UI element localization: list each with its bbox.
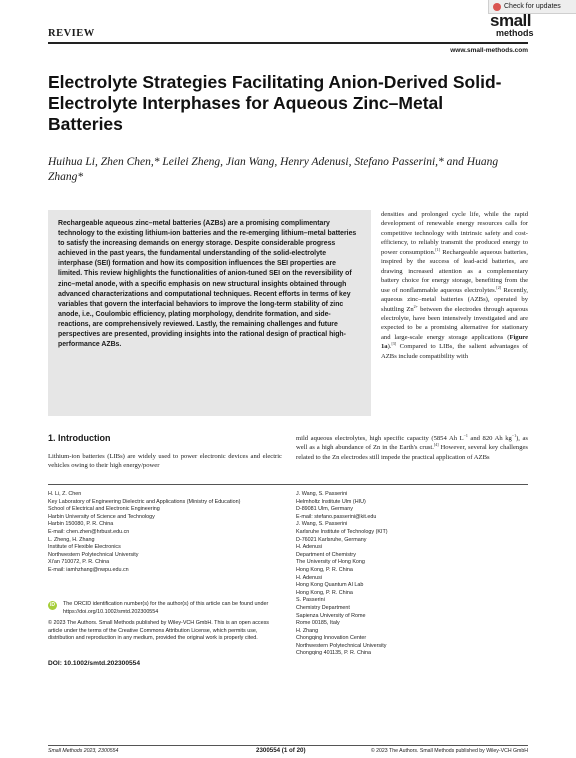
affiliation-line: Sapienza University of Rome	[296, 612, 366, 619]
affiliation-line: Institute of Flexible Electronics	[48, 544, 121, 551]
affiliation-line: H. Adenusi	[296, 544, 323, 551]
affiliation-line: Xi'an 710072, P. R. China	[48, 559, 110, 566]
body-text: between the electrodes through aqueous electrolyte, have been intensively investigated and are expected to be a promising alternative for stationary and large-scale energy storage applications (	[381, 305, 528, 341]
unit-exponent: −1	[463, 432, 468, 438]
affiliation-line: Northwestern Polytechnical University	[48, 551, 139, 558]
abstract-box	[48, 210, 371, 416]
journal-logo-small: small	[490, 11, 531, 30]
page-number: 2300554 (1 of 20)	[256, 747, 306, 754]
body-text: ), as well as a high abundance of Zn in the Earth's crust.	[296, 435, 528, 452]
intro-left-text: Lithium-ion batteries (LIBs) are widely used to power electronic devices and electric vehicles owing to their high energy/power	[48, 453, 282, 470]
affiliation-line: Karlsruhe Institute of Technology (KIT)	[296, 528, 388, 535]
body-text: and 820 Ah kg	[467, 435, 512, 442]
affiliation-line: Hong Kong Quantum AI Lab	[296, 582, 364, 589]
affiliation-line: S. Passerini	[296, 597, 325, 604]
journal-url[interactable]: www.small-methods.com	[450, 47, 528, 54]
article-title: Electrolyte Strategies Facilitating Anion-Derived Solid-Electrolyte Interphases for Aqueous Zinc–Metal Batteries	[48, 72, 502, 134]
check-updates-icon	[493, 3, 501, 11]
citation-link[interactable]: [1]	[435, 246, 441, 252]
affiliation-line: H. Adenusi	[296, 574, 323, 581]
affiliation-block	[296, 544, 528, 574]
ion-charge: 2+	[413, 303, 418, 309]
affiliation-line: D-76021 Karlsruhe, Germany	[296, 536, 367, 543]
affiliation-block	[296, 628, 528, 658]
footer-copyright: © 2023 The Authors. Small Methods published by Wiley-VCH GmbH	[370, 748, 528, 754]
citation-link[interactable]: [3]	[391, 341, 397, 347]
affiliation-line: L. Zheng, H. Zhang	[48, 536, 95, 543]
affiliation-block	[296, 521, 528, 544]
affiliation-line: Department of Chemistry	[296, 551, 356, 558]
affiliation-line: Hong Kong, P. R. China	[296, 566, 353, 573]
affiliation-line: J. Wang, S. Passerini	[296, 491, 348, 497]
figure-link[interactable]: Figure 1a	[381, 333, 528, 351]
affiliation-line: Rome 00185, Italy	[296, 620, 340, 627]
affiliation-line: Key Laboratory of Engineering Dielectric and Applications (Ministry of Education)	[48, 498, 241, 505]
affiliation-divider	[48, 484, 528, 485]
affiliation-line: Helmholtz Institute Ulm (HIU)	[296, 498, 366, 505]
license-text: © 2023 The Authors. Small Methods published by Wiley-VCH GmbH. This is an open access article under the terms of the Creative Commons Attribution License, which permits use, distribution and reproduction in any medium, provided the original work is properly cited.	[48, 620, 269, 642]
affiliation-line: H. Zhang	[296, 627, 319, 634]
body-text: densities and prolonged cycle life, while the rapid development of renewable energy resources calls for competitive technology with intrinsic safety and cost-efficiency, to reliably transmit the produced energy to power consumption.	[381, 211, 528, 256]
body-text: However, several key challenges related to the Zn electrodes still impede the practical application of AZBs	[296, 444, 528, 461]
intro-right-column	[381, 210, 528, 361]
affiliation-block	[296, 491, 528, 521]
affiliation-line: The University of Hong Kong	[296, 559, 365, 566]
affiliation-block	[296, 575, 528, 598]
section-heading: 1. Introduction	[48, 433, 111, 443]
affiliation-line: Chongqing 401135, P. R. China	[296, 650, 372, 657]
orcid-icon[interactable]: iD	[50, 602, 55, 608]
affiliation-line: Northwestern Polytechnical University	[296, 642, 387, 649]
citation-link[interactable]: [2]	[496, 284, 501, 290]
affiliation-block	[48, 491, 282, 537]
affiliation-line: School of Electrical and Electronic Engineering	[48, 506, 160, 513]
affiliation-line: Chongqing Innovation Center	[296, 635, 367, 642]
body-text: Recently, aqueous zinc–metal batteries (AZBs), operated by shuttling Zn	[381, 286, 528, 313]
email-link[interactable]: E-mail: stefano.passerini@kit.edu	[296, 513, 377, 520]
journal-logo-methods: methods	[496, 28, 534, 38]
unit-exponent: −1	[511, 432, 517, 438]
author-list: Huihua Li, Zhen Chen,* Leilei Zheng, Jian Wang, Henry Adenusi, Stefano Passerini,* and Huang Zhang*	[48, 156, 499, 183]
affiliation-block	[48, 537, 282, 575]
footer-citation: Small Methods 2023, 2300554	[48, 748, 119, 754]
affiliation-block	[296, 597, 528, 627]
affiliation-line: H. Li, Z. Chen	[48, 491, 82, 497]
orcid-text: The ORCID identification number(s) for the author(s) of this article can be found under https://doi.org/10.1002/smtd.202300554	[63, 601, 269, 615]
intro-wide-text	[296, 434, 528, 462]
email-link[interactable]: E-mail: chen.zhen@hrbust.edu.cn	[48, 528, 130, 535]
header-rule	[48, 42, 528, 44]
body-text: mild aqueous electrolytes, high specific capacity (5854 Ah L	[296, 435, 464, 442]
email-link[interactable]: E-mail: iamhzhang@nwpu.edu.cn	[48, 566, 129, 573]
affiliation-line: D-89081 Ulm, Germany	[296, 506, 353, 513]
body-text: Compared to LIBs, the salient advantages of AZBs include compatibility with	[381, 343, 528, 360]
affiliation-line: Harbin University of Science and Technology	[48, 513, 155, 520]
affiliation-line: Chemistry Department	[296, 604, 350, 611]
body-text: ).	[387, 343, 392, 351]
check-updates-label: Check for updates	[504, 3, 561, 10]
affiliation-line: Harbin 150080, P. R. China	[48, 521, 114, 528]
affiliation-line: J. Wang, S. Passerini	[296, 521, 348, 528]
footer-rule	[48, 745, 528, 746]
abstract-text: Rechargeable aqueous zinc–metal batteries (AZBs) are a promising complimentary technology to the existing lithium-ion batteries and the re-emerging lithium–metal batteries to satisfy the increasing demands on energy storage. Despite considerable progress achieved in the past years, the fundamental understanding of the solid-electrolyte interphase (SEI) formation and how its composition influences the SEI properties are limited. This review highlights the functionalities of anion-tuned SEI on the reversibility of zinc–metal anode, with a specific emphasis on new structural insights obtained through advanced characterizations and computational techniques. Recent efforts in terms of key variables that govern the interfacial behaviors to improve the long-term stability of zinc anode, i.e., Coulombic efficiency, plating morphology, dendrite formation, and side-reactions, are comprehensively reviewed. Lastly, the remaining challenges and future perspectives are presented, providing insights into the rational design of practical high-performance AZBs.	[58, 220, 357, 349]
section-label: REVIEW	[48, 28, 95, 39]
doi-link[interactable]: DOI: 10.1002/smtd.202300554	[48, 660, 141, 667]
affiliations-right	[296, 491, 528, 658]
citation-link[interactable]: [4]	[433, 442, 439, 448]
orcid-note	[48, 601, 282, 616]
affiliation-line: Hong Kong, P. R. China	[296, 589, 353, 596]
body-text: Rechargeable aqueous batteries, inspired by the success of lead-acid batteries, are drawing increased attention as a complementary battery choice for energy storage, benefiting from the use of nonflammable aqueous electrolytes.	[381, 248, 528, 294]
affiliations-left	[48, 491, 282, 575]
